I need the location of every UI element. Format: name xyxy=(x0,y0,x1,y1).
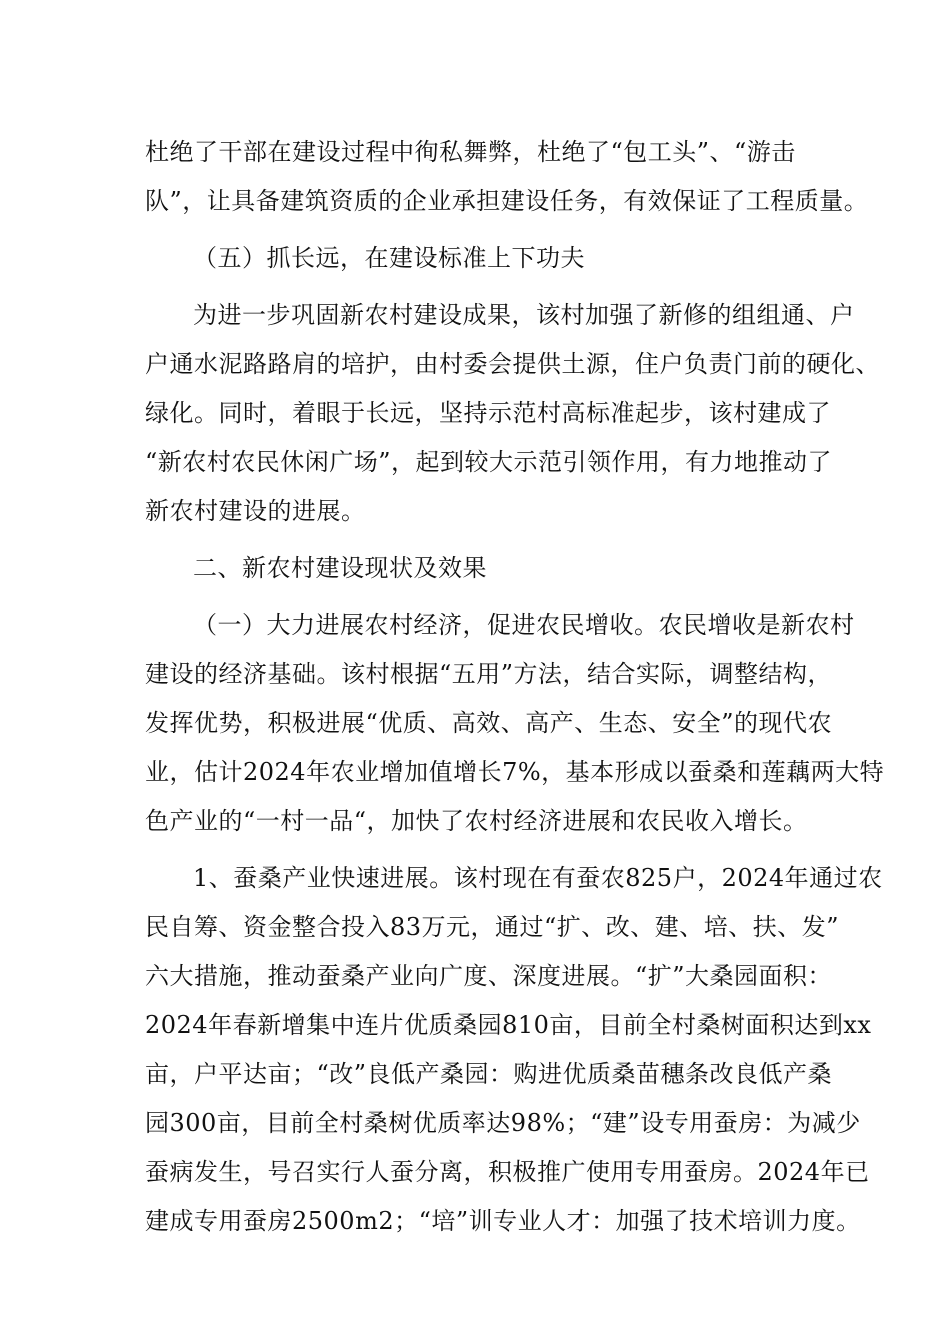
text-line-17: 六大措施，推动蚕桑产业向广度、深度进展。“扩”大桑园面积： xyxy=(145,962,833,990)
text-line-12: 发挥优势，积极进展“优质、高效、高产、生态、安全”的现代农 xyxy=(145,709,833,737)
text-line-14: 色产业的“一村一品“，加快了农村经济进展和农民收入增长。 xyxy=(145,807,808,835)
paragraph-start: 为进一步巩固新农村建设成果，该村加强了新修的组组通、户 xyxy=(193,301,855,329)
text-line-2: 队”，让具备建筑资质的企业承担建设任务，有效保证了工程质量。 xyxy=(145,187,869,215)
text-line-7: “新农村农民休闲广场”，起到较大示范引领作用，有力地推动了 xyxy=(145,448,833,476)
section-heading-5: （五）抓长远，在建设标准上下功夫 xyxy=(193,244,585,272)
text-line-11: 建设的经济基础。该村根据“五用”方法，结合实际，调整结构， xyxy=(145,660,833,688)
document-body xyxy=(145,128,885,1246)
section-heading-2: 二、新农村建设现状及效果 xyxy=(193,554,487,582)
text-line-1: 杜绝了干部在建设过程中徇私舞弊，杜绝了“包工头”、“游击 xyxy=(145,138,796,166)
text-line-8: 新农村建设的进展。 xyxy=(145,497,366,525)
text-line-22: 建成专用蚕房2500m2；“培”训专业人才：加强了技术培训力度。 xyxy=(145,1207,861,1235)
subsection-heading-1: （一）大力进展农村经济，促进农民增收。农民增收是新农村 xyxy=(193,611,855,639)
text-line-5: 户通水泥路路肩的培护，由村委会提供土源，住户负责门前的硬化、 xyxy=(145,350,880,378)
text-line-21: 蚕病发生，号召实行人蚕分离，积极推广使用专用蚕房。2024年已 xyxy=(145,1158,870,1186)
text-line-6: 绿化。同时，着眼于长远，坚持示范村高标准起步，该村建成了 xyxy=(145,399,831,427)
item-heading-1: 1、蚕桑产业快速进展。该村现在有蚕农825户，2024年通过农 xyxy=(193,864,883,892)
text-line-13: 业，估计2024年农业增加值增长7%，基本形成以蚕桑和莲藕两大特 xyxy=(145,758,885,786)
text-line-18: 2024年春新增集中连片优质桑园810亩，目前全村桑树面积达到xx xyxy=(145,1011,872,1039)
text-line-20: 园300亩，目前全村桑树优质率达98%；“建”设专用蚕房：为减少 xyxy=(145,1109,861,1137)
text-line-19: 亩，户平达亩；“改”良低产桑园：购进优质桑苗穗条改良低产桑 xyxy=(145,1060,833,1088)
text-line-16: 民自筹、资金整合投入83万元，通过“扩、改、建、培、扶、发” xyxy=(145,913,840,941)
